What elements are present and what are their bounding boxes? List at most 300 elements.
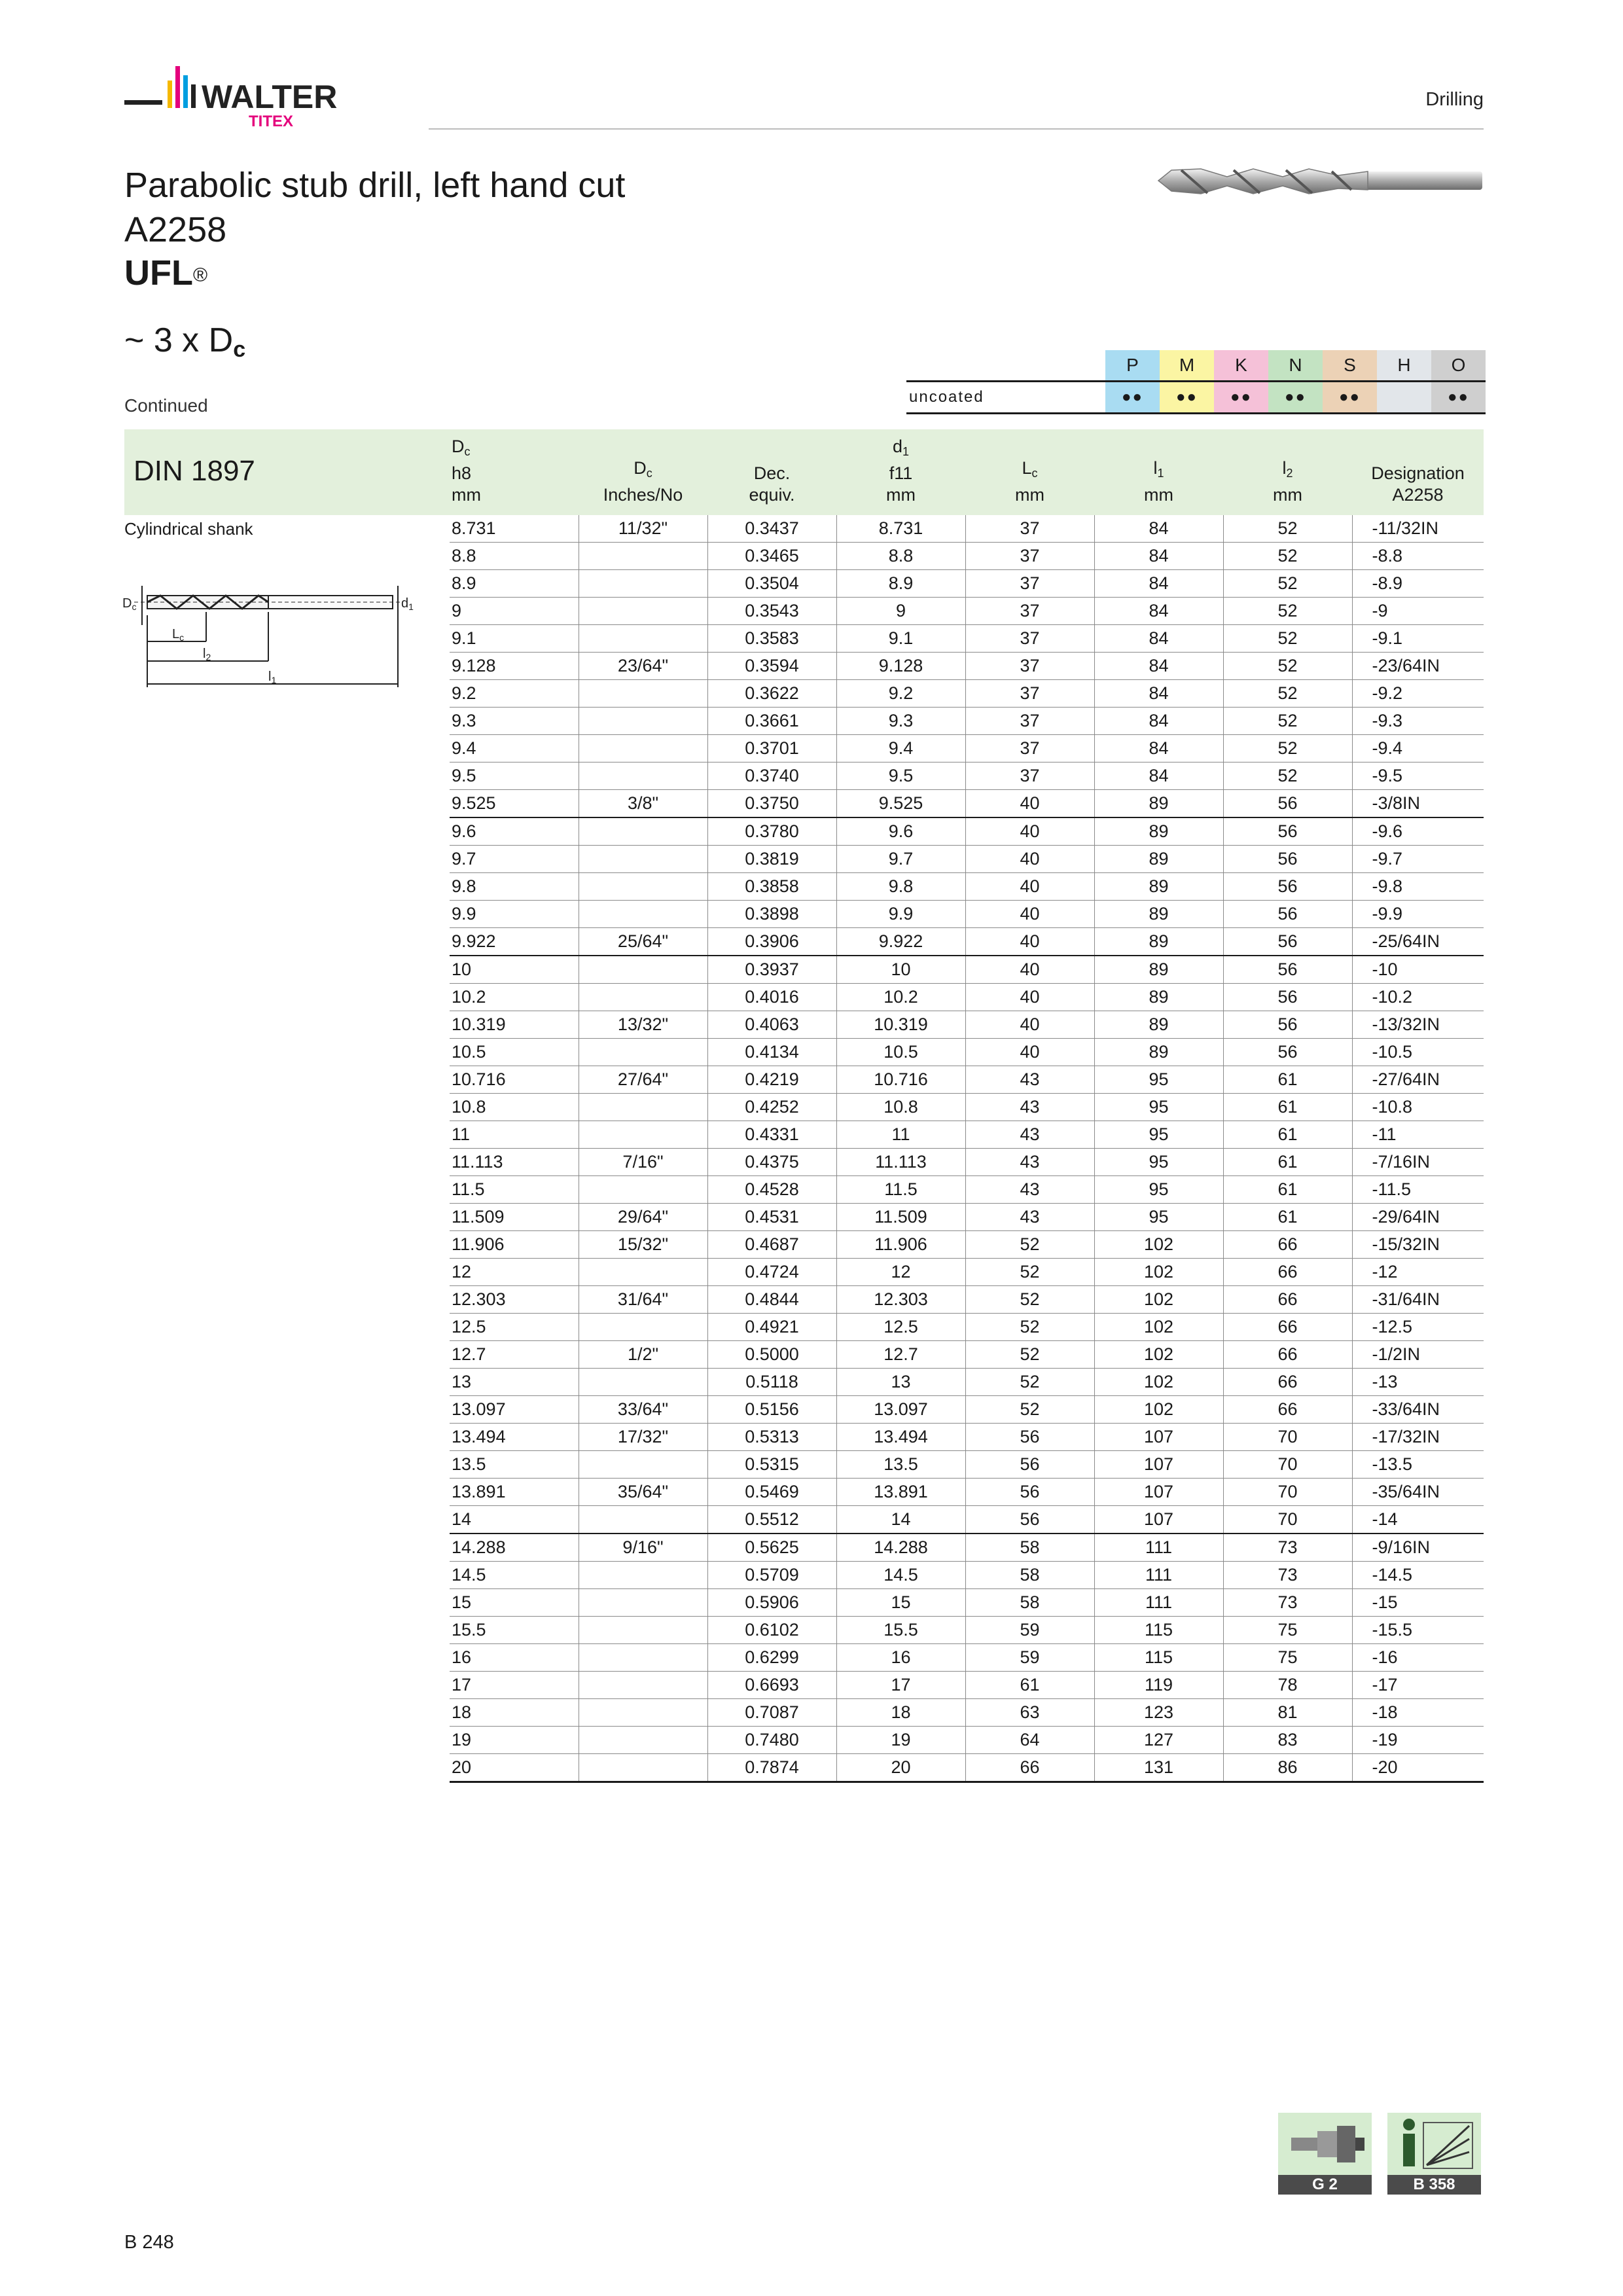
table-cell: 13.891	[450, 1479, 579, 1506]
table-cell: 9.128	[836, 653, 965, 680]
table-cell: -25/64IN	[1352, 928, 1484, 956]
suitability-dots-m: ●●	[1160, 382, 1214, 414]
table-cell: -15/32IN	[1352, 1231, 1484, 1259]
table-cell: 84	[1094, 515, 1223, 543]
table-cell: -9.3	[1352, 708, 1484, 735]
table-cell: 40	[965, 901, 1094, 928]
shank-label: Cylindrical shank	[124, 519, 253, 539]
table-cell: 7/16"	[579, 1149, 707, 1176]
table-row	[124, 515, 1484, 543]
table-cell: 70	[1223, 1424, 1352, 1451]
table-cell: -9.8	[1352, 873, 1484, 901]
table-cell: 70	[1223, 1506, 1352, 1534]
table-cell: 84	[1094, 708, 1223, 735]
table-cell: -12	[1352, 1259, 1484, 1286]
table-cell: 52	[1223, 543, 1352, 570]
table-cell: 10.319	[450, 1011, 579, 1039]
table-cell: 11.5	[836, 1176, 965, 1204]
table-cell: 8.731	[836, 515, 965, 543]
table-cell: 56	[965, 1451, 1094, 1479]
table-cell: 102	[1094, 1231, 1223, 1259]
table-cell: 9.3	[836, 708, 965, 735]
table-cell: 56	[1223, 873, 1352, 901]
table-cell: 17	[836, 1672, 965, 1699]
table-cell: -9.4	[1352, 735, 1484, 762]
table-cell: -7/16IN	[1352, 1149, 1484, 1176]
table-cell: 11.5	[450, 1176, 579, 1204]
table-cell: 61	[1223, 1066, 1352, 1094]
material-group-n: N	[1268, 350, 1323, 382]
table-cell	[579, 1617, 707, 1644]
table-cell: 52	[965, 1341, 1094, 1369]
table-cell: 102	[1094, 1286, 1223, 1314]
suitability-dots-k: ●●	[1214, 382, 1268, 414]
table-cell: 13	[836, 1369, 965, 1396]
length-ratio: ~ 3 x $D_c$	[124, 321, 246, 362]
table-cell: 25/64"	[579, 928, 707, 956]
table-cell: 75	[1223, 1644, 1352, 1672]
material-group-h: H	[1377, 350, 1431, 382]
table-cell: 52	[1223, 708, 1352, 735]
material-group-s: S	[1323, 350, 1377, 382]
table-cell: -17	[1352, 1672, 1484, 1699]
table-cell: 10.8	[450, 1094, 579, 1121]
coating-label: uncoated	[906, 382, 1105, 414]
table-cell: 89	[1094, 846, 1223, 873]
table-cell: 13.5	[836, 1451, 965, 1479]
table-cell: 0.4134	[707, 1039, 836, 1066]
table-cell	[579, 984, 707, 1011]
table-cell: 0.5313	[707, 1424, 836, 1451]
table-cell: 43	[965, 1094, 1094, 1121]
continued-note: Continued	[124, 395, 208, 416]
table-cell: 58	[965, 1562, 1094, 1589]
table-cell: 11.113	[450, 1149, 579, 1176]
table-cell: 18	[450, 1699, 579, 1727]
table-cell: 9.4	[450, 735, 579, 762]
table-cell	[579, 1562, 707, 1589]
table-cell	[579, 543, 707, 570]
table-cell	[579, 1644, 707, 1672]
table-cell: 10.319	[836, 1011, 965, 1039]
table-cell: 9.525	[836, 790, 965, 818]
table-cell: 12.5	[836, 1314, 965, 1341]
table-cell: 9	[450, 598, 579, 625]
table-cell: 0.5315	[707, 1451, 836, 1479]
info-icon[interactable]	[1387, 2113, 1481, 2175]
table-cell: 9.1	[836, 625, 965, 653]
table-cell: 102	[1094, 1259, 1223, 1286]
table-cell: 40	[965, 984, 1094, 1011]
table-cell: 89	[1094, 817, 1223, 846]
table-cell: 66	[1223, 1369, 1352, 1396]
table-cell: 0.3819	[707, 846, 836, 873]
table-cell: 9.922	[836, 928, 965, 956]
table-cell	[579, 956, 707, 984]
table-cell: -8.9	[1352, 570, 1484, 598]
header-divider	[429, 128, 1484, 130]
product-line-name: UFL	[124, 253, 193, 293]
table-cell: 9.9	[836, 901, 965, 928]
info-ref[interactable]: B 358	[1387, 2175, 1481, 2195]
table-cell: 9.4	[836, 735, 965, 762]
table-cell: 127	[1094, 1727, 1223, 1754]
table-cell: 0.5512	[707, 1506, 836, 1534]
table-cell: 13	[450, 1369, 579, 1396]
table-cell: 40	[965, 817, 1094, 846]
table-cell	[579, 846, 707, 873]
table-cell: 89	[1094, 1039, 1223, 1066]
table-cell: 61	[1223, 1094, 1352, 1121]
table-cell: 33/64"	[579, 1396, 707, 1424]
tool-holder-ref[interactable]: G 2	[1278, 2175, 1372, 2195]
table-cell: 13.494	[836, 1424, 965, 1451]
header-l2: $l_2$ mm	[1223, 429, 1352, 515]
table-cell: 61	[1223, 1176, 1352, 1204]
table-cell: 12.7	[450, 1341, 579, 1369]
table-cell: 56	[1223, 1039, 1352, 1066]
table-cell: 8.8	[450, 543, 579, 570]
table-cell: 84	[1094, 653, 1223, 680]
table-cell: 119	[1094, 1672, 1223, 1699]
table-cell: 12.303	[836, 1286, 965, 1314]
table-cell: 56	[1223, 790, 1352, 818]
table-cell: -1/2IN	[1352, 1341, 1484, 1369]
table-cell: 56	[965, 1506, 1094, 1534]
table-cell: 0.3937	[707, 956, 836, 984]
table-cell: 35/64"	[579, 1479, 707, 1506]
table-cell: 10.5	[450, 1039, 579, 1066]
table-cell: 52	[1223, 653, 1352, 680]
table-cell: -23/64IN	[1352, 653, 1484, 680]
table-cell: 37	[965, 598, 1094, 625]
table-cell: 0.3898	[707, 901, 836, 928]
table-cell: 37	[965, 762, 1094, 790]
table-cell: 111	[1094, 1589, 1223, 1617]
header-dc: $D_c$ h8 mm	[450, 429, 579, 515]
table-cell: 15	[450, 1589, 579, 1617]
table-cell: 43	[965, 1121, 1094, 1149]
table-cell: 66	[965, 1754, 1094, 1782]
table-cell: 9.6	[450, 817, 579, 846]
table-cell: 0.3583	[707, 625, 836, 653]
table-cell: 0.3740	[707, 762, 836, 790]
table-cell: 111	[1094, 1534, 1223, 1562]
table-cell	[579, 1259, 707, 1286]
table-cell: 52	[1223, 680, 1352, 708]
table-cell: 0.3594	[707, 653, 836, 680]
table-cell: 43	[965, 1066, 1094, 1094]
table-cell: 8.731	[450, 515, 579, 543]
table-cell: 15.5	[836, 1617, 965, 1644]
table-cell: 14	[450, 1506, 579, 1534]
table-cell: 8.9	[836, 570, 965, 598]
tool-holder-icon[interactable]	[1278, 2113, 1372, 2175]
table-cell: 58	[965, 1534, 1094, 1562]
table-cell: 0.3622	[707, 680, 836, 708]
table-cell: 0.5709	[707, 1562, 836, 1589]
product-line	[124, 251, 207, 295]
table-cell: 10.716	[836, 1066, 965, 1094]
table-cell: 14.288	[450, 1534, 579, 1562]
table-cell: 13/32"	[579, 1011, 707, 1039]
table-cell: 84	[1094, 680, 1223, 708]
table-cell	[579, 1589, 707, 1617]
table-cell: 13.097	[450, 1396, 579, 1424]
table-cell: 0.3504	[707, 570, 836, 598]
table-cell: 19	[450, 1727, 579, 1754]
table-cell: 52	[965, 1314, 1094, 1341]
table-cell: 0.4528	[707, 1176, 836, 1204]
table-cell: 84	[1094, 625, 1223, 653]
table-cell: 56	[1223, 817, 1352, 846]
table-cell	[579, 1176, 707, 1204]
table-cell: 17	[450, 1672, 579, 1699]
table-cell: 10.8	[836, 1094, 965, 1121]
table-cell: 12.7	[836, 1341, 965, 1369]
table-cell	[579, 1039, 707, 1066]
table-cell: 11.113	[836, 1149, 965, 1176]
table-cell: 89	[1094, 790, 1223, 818]
table-cell: 0.4331	[707, 1121, 836, 1149]
table-cell: 12.5	[450, 1314, 579, 1341]
table-cell: -13.5	[1352, 1451, 1484, 1479]
table-cell: -10.2	[1352, 984, 1484, 1011]
table-cell: 78	[1223, 1672, 1352, 1699]
suitability-dots-s: ●●	[1323, 382, 1377, 414]
table-cell: 0.4375	[707, 1149, 836, 1176]
table-cell	[579, 570, 707, 598]
table-cell: -9.5	[1352, 762, 1484, 790]
table-cell: 115	[1094, 1644, 1223, 1672]
table-cell	[579, 1672, 707, 1699]
table-cell: 61	[1223, 1204, 1352, 1231]
table-cell: 43	[965, 1149, 1094, 1176]
table-cell: -10	[1352, 956, 1484, 984]
table-cell: 52	[1223, 762, 1352, 790]
table-cell: 58	[965, 1589, 1094, 1617]
table-cell	[579, 1699, 707, 1727]
table-cell: 89	[1094, 901, 1223, 928]
table-cell: -11/32IN	[1352, 515, 1484, 543]
table-cell: 9.5	[836, 762, 965, 790]
table-cell: 66	[1223, 1314, 1352, 1341]
table-cell: 66	[1223, 1341, 1352, 1369]
table-cell: 52	[965, 1286, 1094, 1314]
table-cell: 52	[1223, 735, 1352, 762]
table-cell: 9.922	[450, 928, 579, 956]
table-cell: 11.509	[836, 1204, 965, 1231]
table-cell: 81	[1223, 1699, 1352, 1727]
table-cell: 16	[450, 1644, 579, 1672]
table-cell: 31/64"	[579, 1286, 707, 1314]
table-cell: 0.7087	[707, 1699, 836, 1727]
table-cell: 8.9	[450, 570, 579, 598]
table-cell: 40	[965, 928, 1094, 956]
table-cell: 102	[1094, 1314, 1223, 1341]
table-cell: 9.7	[836, 846, 965, 873]
registered-mark: ®	[192, 264, 208, 286]
table-cell: 0.4016	[707, 984, 836, 1011]
table-cell: 20	[450, 1754, 579, 1782]
table-cell: 95	[1094, 1204, 1223, 1231]
table-cell: 89	[1094, 956, 1223, 984]
header-designation: Designation A2258	[1352, 429, 1484, 515]
table-cell: -14	[1352, 1506, 1484, 1534]
material-group-k: K	[1214, 350, 1268, 382]
table-cell: 66	[1223, 1286, 1352, 1314]
table-cell: 0.3780	[707, 817, 836, 846]
table-cell: 0.3858	[707, 873, 836, 901]
suitability-dots-h	[1377, 382, 1431, 414]
table-cell: -29/64IN	[1352, 1204, 1484, 1231]
page-number: B 248	[124, 2232, 174, 2253]
table-cell: 56	[965, 1479, 1094, 1506]
table-cell: 56	[1223, 956, 1352, 984]
header-lc: $L_c$ mm	[965, 429, 1094, 515]
table-cell: 0.3465	[707, 543, 836, 570]
table-cell: 0.3543	[707, 598, 836, 625]
table-cell: 18	[836, 1699, 965, 1727]
table-cell: 9.2	[450, 680, 579, 708]
table-cell: 0.4687	[707, 1231, 836, 1259]
table-cell: 84	[1094, 543, 1223, 570]
brand-sub: TITEX	[249, 113, 294, 130]
table-cell: 95	[1094, 1094, 1223, 1121]
table-cell: 9/16"	[579, 1534, 707, 1562]
table-cell: 14.288	[836, 1534, 965, 1562]
table-cell: 40	[965, 873, 1094, 901]
table-cell: 66	[1223, 1231, 1352, 1259]
table-cell: 15.5	[450, 1617, 579, 1644]
table-cell: 107	[1094, 1424, 1223, 1451]
table-cell: 11/32"	[579, 515, 707, 543]
table-cell: 0.4219	[707, 1066, 836, 1094]
table-cell	[579, 598, 707, 625]
table-cell: 86	[1223, 1754, 1352, 1782]
table-cell: 0.4531	[707, 1204, 836, 1231]
table-cell: -31/64IN	[1352, 1286, 1484, 1314]
table-cell: 15	[836, 1589, 965, 1617]
table-cell: -17/32IN	[1352, 1424, 1484, 1451]
table-cell: -20	[1352, 1754, 1484, 1782]
table-cell: 17/32"	[579, 1424, 707, 1451]
table-cell: 73	[1223, 1562, 1352, 1589]
table-cell: -13	[1352, 1369, 1484, 1396]
svg-text:d1: $d_1$	[401, 596, 414, 612]
table-cell: -9.7	[1352, 846, 1484, 873]
table-cell: 37	[965, 515, 1094, 543]
table-cell	[579, 625, 707, 653]
header-dec: Dec. equiv.	[707, 429, 836, 515]
table-cell: 10.5	[836, 1039, 965, 1066]
table-cell: 11.906	[836, 1231, 965, 1259]
table-cell: -8.8	[1352, 543, 1484, 570]
table-cell: 13.494	[450, 1424, 579, 1451]
table-cell: 37	[965, 625, 1094, 653]
table-cell: 9.3	[450, 708, 579, 735]
table-cell: 66	[1223, 1259, 1352, 1286]
table-cell: 0.6693	[707, 1672, 836, 1699]
table-cell: 95	[1094, 1066, 1223, 1094]
table-cell: -11.5	[1352, 1176, 1484, 1204]
table-cell: 40	[965, 790, 1094, 818]
table-cell: -11	[1352, 1121, 1484, 1149]
table-cell: 123	[1094, 1699, 1223, 1727]
standard-label: DIN 1897	[124, 429, 450, 515]
table-cell: 102	[1094, 1341, 1223, 1369]
table-cell	[579, 1727, 707, 1754]
table-cell: -15.5	[1352, 1617, 1484, 1644]
table-cell: 12	[836, 1259, 965, 1286]
table-cell: 37	[965, 708, 1094, 735]
table-cell: 52	[1223, 625, 1352, 653]
table-cell: 40	[965, 846, 1094, 873]
walter-titex-logo	[124, 62, 406, 134]
table-cell	[579, 1094, 707, 1121]
table-cell: 13.097	[836, 1396, 965, 1424]
table-cell: 16	[836, 1644, 965, 1672]
table-cell: 3/8"	[579, 790, 707, 818]
table-cell: 9.2	[836, 680, 965, 708]
table-cell: -12.5	[1352, 1314, 1484, 1341]
table-cell: 89	[1094, 928, 1223, 956]
table-cell: 89	[1094, 984, 1223, 1011]
table-cell: 0.4844	[707, 1286, 836, 1314]
table-cell: 89	[1094, 1011, 1223, 1039]
material-group-table	[906, 350, 1486, 414]
table-cell: 43	[965, 1204, 1094, 1231]
table-cell: 0.7874	[707, 1754, 836, 1782]
table-cell: 12.303	[450, 1286, 579, 1314]
table-cell: -19	[1352, 1727, 1484, 1754]
table-cell: 40	[965, 956, 1094, 984]
table-cell: 9.5	[450, 762, 579, 790]
table-cell: 40	[965, 1011, 1094, 1039]
svg-text:l1: $l_1$	[268, 670, 277, 685]
table-cell: 1/2"	[579, 1341, 707, 1369]
table-cell: 14	[836, 1506, 965, 1534]
table-cell: 0.5156	[707, 1396, 836, 1424]
shank-diagram	[121, 576, 414, 700]
table-cell: 115	[1094, 1617, 1223, 1644]
svg-text:l2: $l_2$	[203, 647, 211, 662]
table-cell: 0.4921	[707, 1314, 836, 1341]
table-cell: 56	[1223, 846, 1352, 873]
table-cell: 107	[1094, 1451, 1223, 1479]
table-cell: 11.906	[450, 1231, 579, 1259]
table-cell: 84	[1094, 570, 1223, 598]
table-cell: -9/16IN	[1352, 1534, 1484, 1562]
table-cell: -27/64IN	[1352, 1066, 1484, 1094]
material-group-p: P	[1105, 350, 1160, 382]
table-cell: 20	[836, 1754, 965, 1782]
table-cell: -9.1	[1352, 625, 1484, 653]
suitability-dots-p: ●●	[1105, 382, 1160, 414]
table-cell: 84	[1094, 762, 1223, 790]
table-cell	[579, 762, 707, 790]
table-cell: -15	[1352, 1589, 1484, 1617]
table-cell: 14.5	[450, 1562, 579, 1589]
table-cell	[579, 1369, 707, 1396]
table-cell: 56	[965, 1424, 1094, 1451]
table-cell: 9	[836, 598, 965, 625]
table-cell	[579, 901, 707, 928]
table-cell: 66	[1223, 1396, 1352, 1424]
table-cell: 107	[1094, 1506, 1223, 1534]
table-cell: 59	[965, 1644, 1094, 1672]
table-cell: 9.128	[450, 653, 579, 680]
